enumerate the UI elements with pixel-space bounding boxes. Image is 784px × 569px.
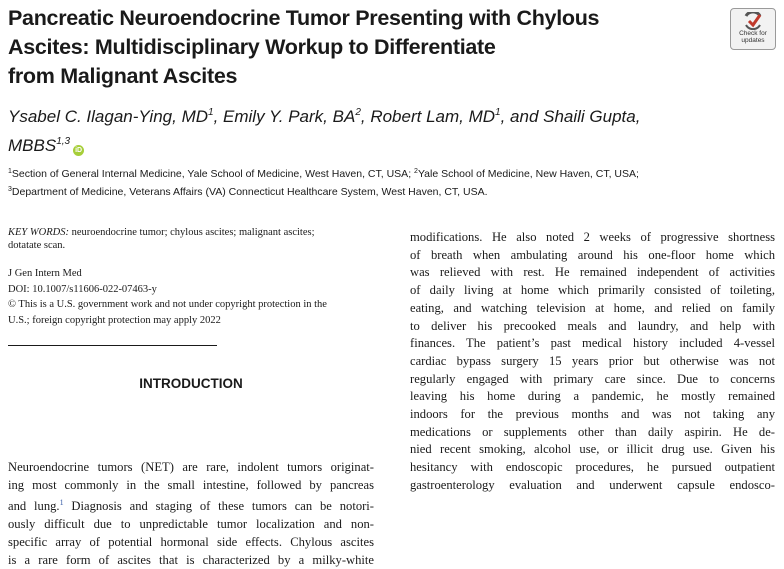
- affiliation-line-1: [8, 164, 778, 182]
- right-line: finances. The patient’s past medical history included 4-vessel: [410, 336, 775, 351]
- reference-link-1[interactable]: 1: [59, 498, 64, 508]
- right-line: indoors for the previous months and was not taking any: [410, 407, 775, 422]
- title-line-1: Pancreatic Neuroendocrine Tumor Presenting with Chylous: [8, 6, 600, 30]
- affiliations: [8, 164, 778, 200]
- check-badge-line2: updates: [741, 37, 765, 44]
- left-line: is a rare form of ascites that is characterized by a milky-white: [8, 552, 374, 567]
- right-line: of daily living at home which primarily consisted of toileting,: [410, 283, 775, 298]
- author-list: [8, 100, 708, 158]
- title-line-2: Ascites: Multidisciplinary Workup to Differentiate: [8, 35, 496, 59]
- right-line: cardiac bypass surgery 15 years prior but otherwise was not: [410, 353, 775, 368]
- author-1-sup: 1: [208, 107, 214, 118]
- left-line-part: Diagnosis and staging of these tumors can be notori-: [63, 499, 374, 514]
- left-line-part: and lung.: [8, 499, 60, 514]
- left-line: [8, 494, 374, 516]
- author-line-1: [8, 100, 708, 129]
- left-line: ing most commonly in the small intestine, followed by pancreas: [8, 477, 374, 492]
- keywords: [8, 226, 374, 252]
- left-line: specific array of potential hormonal side effects. Chylous ascites: [8, 534, 374, 549]
- author-4: , and Shaili Gupta,: [500, 107, 641, 126]
- affiliation-2: Yale School of Medicine, New Haven, CT, USA;: [417, 168, 639, 180]
- keywords-line-1: neuroendocrine tumor; chylous ascites; malignant ascites;: [71, 227, 315, 238]
- author-3: , Robert Lam, MD: [360, 107, 496, 126]
- title-line-3: from Malignant Ascites: [8, 64, 238, 88]
- left-body-text: [8, 459, 374, 569]
- keywords-label: KEY WORDS:: [8, 227, 69, 238]
- affiliation-line-2: [8, 182, 778, 200]
- author-line-2: [8, 129, 708, 158]
- author-1: Ysabel C. Ilagan-Ying, MD: [8, 107, 209, 126]
- check-updates-icon: [743, 12, 763, 30]
- copyright-line-2: U.S.; foreign copyright protection may apply 2022: [8, 314, 221, 326]
- orcid-icon[interactable]: iD: [75, 147, 83, 154]
- left-line: ously difficult due to unpredictable tumor localization and non-: [8, 517, 374, 532]
- author-2-sup: 2: [355, 107, 361, 118]
- author-2: , Emily Y. Park, BA: [213, 107, 356, 126]
- front-matter: [8, 226, 374, 328]
- right-line: was relieved with rest. He remained independent of activities: [410, 265, 775, 280]
- doi-link[interactable]: DOI: 10.1007/s11606-022-07463-y: [8, 283, 157, 295]
- right-line: to deliver his precooked meals and laundry, and help with: [410, 318, 775, 333]
- right-line: regularly engaged with primary care since. Due to concerns: [410, 371, 775, 386]
- author-4-degree: MBBS: [8, 136, 57, 155]
- right-line: nied recent smoking, alcohol use, or illicit drug use. Given his: [410, 442, 775, 457]
- affiliation-sup-3: 3: [8, 186, 12, 193]
- keywords-line-2: dotatate scan.: [8, 240, 66, 251]
- affiliation-sup-1: 1: [8, 168, 12, 175]
- affiliation-3: Department of Medicine, Veterans Affairs (VA) Connecticut Healthcare System, West Haven, CT, USA.: [11, 186, 488, 198]
- author-4-sup: 1,3: [56, 136, 71, 147]
- check-for-updates-button[interactable]: [730, 8, 776, 50]
- affiliation-sup-2: 2: [414, 168, 418, 175]
- right-line: of breath when ambulating around his one-floor home which: [410, 247, 775, 262]
- right-line: medications or supplements other than daily aspirin. He de-: [410, 424, 775, 439]
- left-line: Neuroendocrine tumors (NET) are rare, indolent tumors originat-: [8, 460, 374, 474]
- right-body-text: [410, 229, 775, 495]
- copyright-line-1: © This is a U.S. government work and not under copyright protection in the: [8, 299, 327, 310]
- right-line: hesitancy with endoscopic procedures, he pursued outpatient: [410, 460, 775, 475]
- journal-name: J Gen Intern Med: [8, 268, 82, 279]
- article-meta: [8, 266, 374, 328]
- section-heading-introduction: INTRODUCTION: [139, 376, 243, 391]
- right-line: leaving his home during a pandemic, he mostly remained: [410, 389, 775, 404]
- right-line: modifications. He also noted 2 weeks of progressive shortness: [410, 230, 775, 244]
- divider: [8, 345, 217, 346]
- article-title: [8, 4, 708, 91]
- affiliation-1: Section of General Internal Medicine, Yale School of Medicine, West Haven, CT, USA;: [11, 168, 415, 180]
- author-3-sup: 1: [495, 107, 501, 118]
- right-line: eating, and watching television at home, and relied on family: [410, 300, 775, 315]
- right-line: gastroenterology evaluation and underwent capsule endosco-: [410, 477, 775, 492]
- check-badge-line1: Check for: [739, 30, 767, 37]
